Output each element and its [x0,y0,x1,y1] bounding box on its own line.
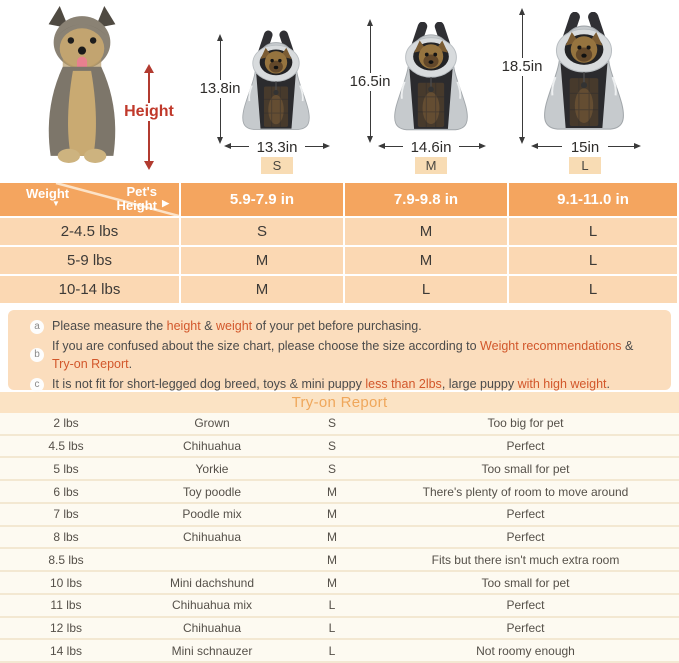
tryon-breed-cell: Mini schnauzer [171,643,253,658]
height-column-header: 9.1-11.0 in [509,183,677,216]
tryon-row [0,527,679,550]
tryon-report-table [0,413,679,663]
tryon-breed-cell: Chihuahua [182,439,242,454]
tryon-size-cell: M [327,575,337,590]
note-item [30,337,657,373]
size-value-cell: L [345,276,507,303]
corner-height-label: Pet's Height [116,184,157,213]
table-corner-cell [0,183,179,216]
tryon-weight-cell: 4.5 lbs [48,439,84,454]
tryon-weight-cell: 10 lbs [49,575,83,590]
tryon-comment-cell: Too small for pet [481,575,570,590]
size-badge-l: L [569,157,601,174]
tryon-breed-cell: Yorkie [195,461,229,476]
backpack-l-width: 15in [562,139,608,157]
note-item [30,375,657,393]
tryon-size-cell: M [327,530,337,545]
tryon-breed-cell: Poodle mix [182,507,242,522]
tryon-row [0,504,679,527]
size-value-cell: M [181,276,343,303]
tryon-row [0,595,679,618]
tryon-comment-cell: Too small for pet [481,461,570,476]
note-text: If you are confused about the size chart, please choose the size according to Weight recommendations & Try-on Report. [52,339,634,371]
tryon-size-cell: L [328,643,336,658]
backpack-m-image [384,22,478,136]
tryon-comment-cell: There's plenty of room to move around [422,484,629,499]
tryon-row [0,640,679,663]
tryon-weight-cell: 8 lbs [53,530,79,545]
tryon-weight-cell: 6 lbs [53,484,79,499]
right-arrow-icon: ▶ [162,198,169,208]
purchase-notes [8,310,671,390]
tryon-report-title: Try-on Report [291,394,388,411]
backpack-s-height: 13.8in [193,80,247,98]
tryon-row [0,618,679,641]
size-value-cell: L [509,218,677,245]
tryon-breed-cell: Grown [194,416,230,431]
down-arrow-icon: ▼ [52,199,60,208]
size-value-cell: M [345,247,507,274]
tryon-weight-cell: 5 lbs [53,461,79,476]
size-value-cell: M [345,218,507,245]
tryon-weight-cell: 12 lbs [49,620,83,635]
pet-weight-cell: 10-14 lbs [0,276,179,303]
tryon-size-cell: M [327,552,337,567]
height-column-header: 7.9-9.8 in [345,183,507,216]
size-value-cell: S [181,218,343,245]
pet-height-label: Height [124,103,174,120]
note-marker: a [30,320,44,334]
tryon-row [0,413,679,436]
tryon-breed-cell: Toy poodle [182,484,242,499]
backpack-m-height: 16.5in [343,73,397,91]
size-badge-s: S [261,157,293,174]
tryon-comment-cell: Fits but there isn't much extra room [431,552,620,567]
backpack-s-width: 13.3in [249,139,305,157]
tryon-comment-cell: Perfect [506,620,545,635]
height-column-header: 5.9-7.9 in [181,183,343,216]
backpack-l-height: 18.5in [495,58,549,76]
note-marker: c [30,378,44,392]
size-value-cell: M [181,247,343,274]
size-badge-m: M [415,157,447,174]
tryon-comment-cell: Perfect [506,507,545,522]
size-value-cell: L [509,276,677,303]
tryon-comment-cell: Not roomy enough [476,643,575,658]
note-text: It is not fit for short-legged dog breed, toys & mini puppy less than 2lbs, large puppy with high weight. [52,377,610,391]
note-item [30,317,657,335]
size-value-cell: L [509,247,677,274]
tryon-row [0,549,679,572]
tryon-size-cell: M [327,507,337,522]
tryon-size-cell: S [327,439,336,454]
tryon-comment-cell: Too big for pet [487,416,564,431]
hero-section [0,0,679,181]
pet-photo [26,4,138,166]
corner-weight-label: Weight [26,186,70,201]
tryon-row [0,481,679,504]
tryon-row [0,458,679,481]
note-marker: b [30,348,44,362]
tryon-breed-cell: Chihuahua mix [171,598,253,613]
tryon-comment-cell: Perfect [506,530,545,545]
tryon-size-cell: M [327,484,337,499]
tryon-size-cell: L [328,620,336,635]
backpack-m-width: 14.6in [403,139,459,157]
tryon-weight-cell: 11 lbs [50,598,82,613]
tryon-weight-cell: 8.5 lbs [48,552,84,567]
tryon-comment-cell: Perfect [506,598,545,613]
tryon-weight-cell: 2 lbs [53,416,79,431]
pet-weight-cell: 2-4.5 lbs [0,218,179,245]
tryon-breed-cell: Chihuahua [182,530,242,545]
tryon-row [0,436,679,459]
pet-weight-cell: 5-9 lbs [0,247,179,274]
tryon-size-cell: S [327,416,336,431]
tryon-weight-cell: 7 lbs [53,507,79,522]
size-recommendation-table [0,183,679,303]
note-text: Please measure the height & weight of your pet before purchasing. [52,319,422,333]
tryon-breed-cell: Chihuahua [182,620,242,635]
tryon-comment-cell: Perfect [506,439,545,454]
tryon-size-cell: L [328,598,336,613]
tryon-report-header [0,392,679,413]
tryon-row [0,572,679,595]
tryon-weight-cell: 14 lbs [49,643,83,658]
height-arrow-icon [522,14,523,138]
tryon-size-cell: S [327,461,336,476]
tryon-breed-cell: Mini dachshund [169,575,255,590]
